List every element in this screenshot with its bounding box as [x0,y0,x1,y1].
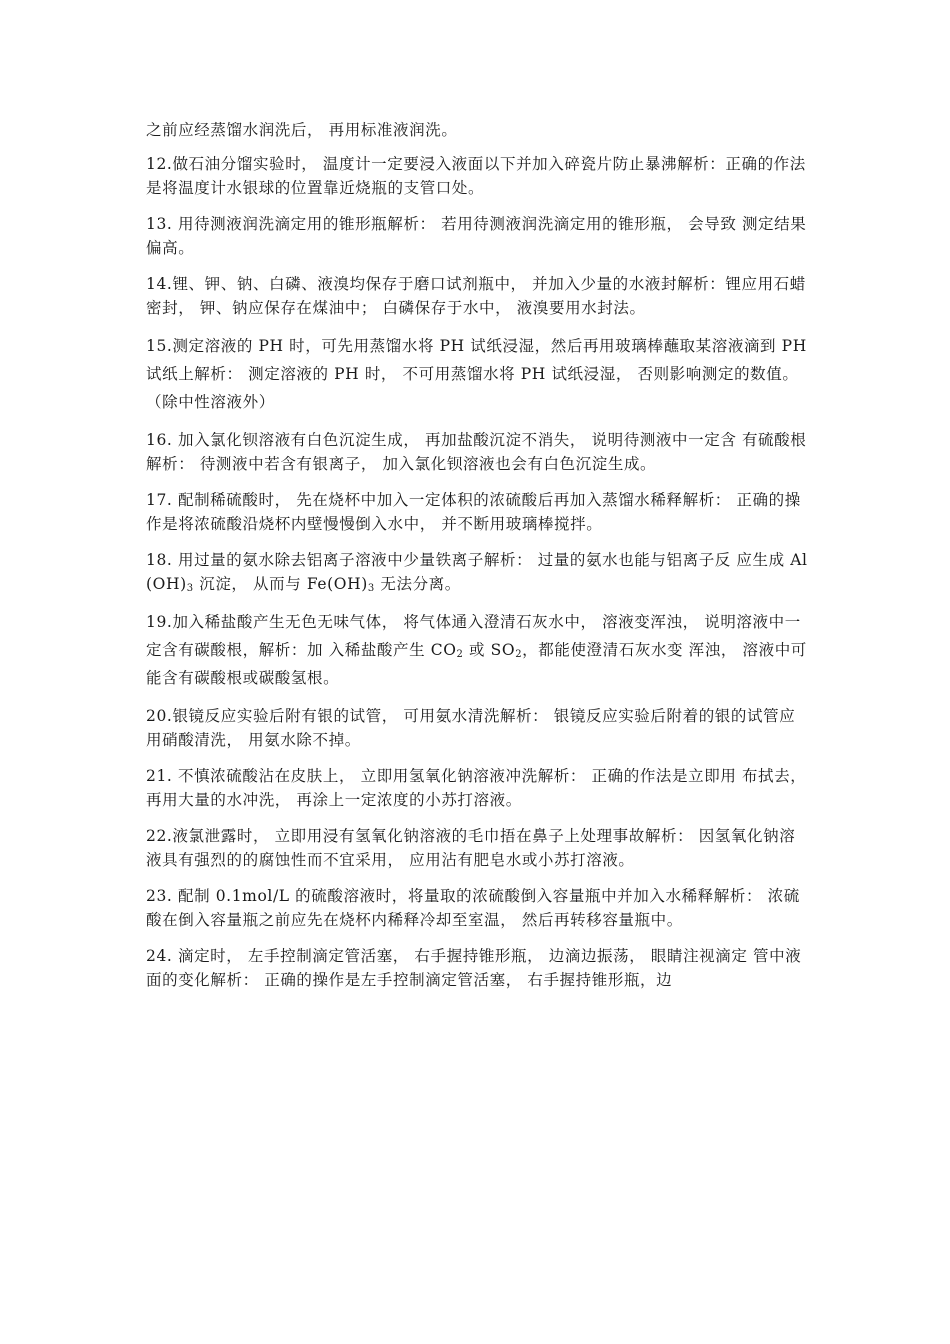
paragraph-23 [146,884,810,932]
text-segment: ，都能使澄清石灰水变 浑浊， 溶液中可能含有碳酸根或碳酸氢根。 [146,641,807,687]
paragraph-11 [146,118,810,142]
subscript: 2 [515,649,523,660]
paragraph-15 [146,332,813,416]
paragraph-16 [146,428,810,476]
document-body [146,118,813,1004]
text-segment: 16. 加入氯化钡溶液有白色沉淀生成， 再加盐酸沉淀不消失， 说明待测液中一定含 有硫酸根解析： 待测液中若含有银离子， 加入氯化钡溶液也会有白色沉淀生成。 [146,431,807,473]
text-segment: 14.锂、钾、钠、白磷、液溴均保存于磨口试剂瓶中， 并加入少量的水液封解析：锂应用石蜡密封， 钾、钠应保存在煤油中； 白磷保存于水中， 液溴要用水封法。 [146,275,806,317]
text-segment: 17. 配制稀硫酸时， 先在烧杯中加入一定体积的浓硫酸后再加入蒸馏水稀释解析： 正确的操作是将浓硫酸沿烧杯内壁慢慢倒入水中， 并不断用玻璃棒搅拌。 [146,491,801,533]
text-segment: 15.测定溶液的 PH 时，可先用蒸馏水将 PH 试纸浸湿，然后再用玻璃棒蘸取某溶液滴到 PH 试纸上解析： 测定溶液的 PH 时， 不可用蒸馏水将 PH 试纸浸湿， 否则影响测定的数值。（除中性溶液外） [146,337,813,411]
text-segment: 18. 用过量的氨水除去铝离子溶液中少量铁离子解析： 过量的氨水也能与铝离子反 应生成 Al(OH) [146,551,808,593]
subscript: 3 [186,583,194,594]
text-segment: 或 SO [463,641,516,659]
text-segment: 12.做石油分馏实验时， 温度计一定要浸入液面以下并加入碎瓷片防止暴沸解析：正确的作法是将温度计水银球的位置靠近烧瓶的支管口处。 [146,155,806,197]
text-segment: 21. 不慎浓硫酸沾在皮肤上， 立即用氢氧化钠溶液冲洗解析： 正确的作法是立即用 布拭去， 再用大量的水冲洗， 再涂上一定浓度的小苏打溶液。 [146,767,812,809]
paragraph-19 [146,608,810,692]
text-segment: 沉淀， 从而与 Fe(OH) [193,575,368,593]
subscript: 3 [367,583,375,594]
subscript: 2 [456,649,464,660]
text-segment: 无法分离。 [374,575,461,593]
text-segment: 之前应经蒸馏水润洗后， 再用标准液润洗。 [146,121,458,139]
text-segment: 19.加入稀盐酸产生无色无味气体， 将气体通入澄清石灰水中， 溶液变浑浊， 说明溶液中一定含有碳酸根，解析：加 入稀盐酸产生 CO [146,613,801,659]
paragraph-18 [146,548,810,596]
text-segment: 24. 滴定时， 左手控制滴定管活塞， 右手握持锥形瓶， 边滴边振荡， 眼睛注视滴定 管中液面的变化解析： 正确的操作是左手控制滴定管活塞， 右手握持锥形瓶，边 [146,947,802,989]
text-segment: 13. 用待测液润洗滴定用的锥形瓶解析： 若用待测液润洗滴定用的锥形瓶， 会导致 测定结果偏高。 [146,215,807,257]
paragraph-20 [146,704,810,752]
text-segment: 20.银镜反应实验后附有银的试管， 可用氨水清洗解析： 银镜反应实验后附着的银的试管应用硝酸清洗， 用氨水除不掉。 [146,707,796,749]
paragraph-13 [146,212,810,260]
paragraph-17 [146,488,810,536]
paragraph-22 [146,824,810,872]
paragraph-24 [146,944,810,992]
paragraph-12 [146,152,810,200]
text-segment: 23. 配制 0.1mol/L 的硫酸溶液时，将量取的浓硫酸倒入容量瓶中并加入水稀释解析： 浓硫酸在倒入容量瓶之前应先在烧杯内稀释冷却至室温， 然后再转移容量瓶中。 [146,887,800,929]
text-segment: 22.液氯泄露时， 立即用浸有氢氧化钠溶液的毛巾捂在鼻子上处理事故解析： 因氢氧化钠溶液具有强烈的的腐蚀性而不宜采用， 应用沾有肥皂水或小苏打溶液。 [146,827,796,869]
paragraph-21 [146,764,810,812]
paragraph-14 [146,272,810,320]
